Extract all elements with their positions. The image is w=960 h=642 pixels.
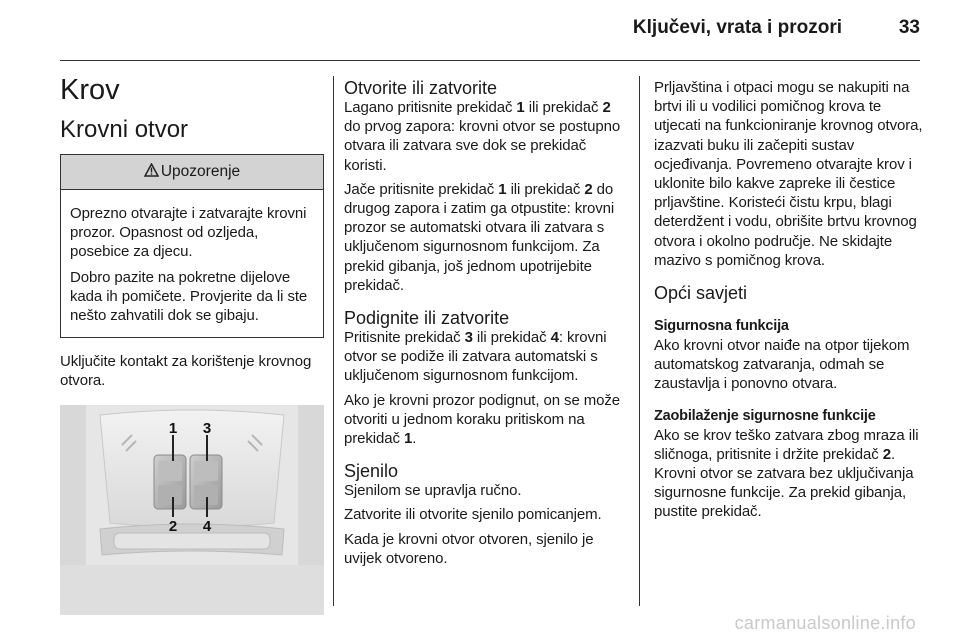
- heading-open-close: Otvorite ili zatvorite: [344, 78, 498, 98]
- override-safety-text: Ako se krov teško zatvara zbog mraza ili sličnoga, pritisnite i držite prekidač 2. Krovni otvor se zatvara bez uključivanja sigurnosne funkcije. Za prekid gibanja, pustite prekidač.: [654, 426, 919, 521]
- open-close-text-2: Jače pritisnite prekidač 1 ili prekidač 2 do drugog zapora i zatim ga otpustite: krovni prozor se automatski otvara ili zatvara s uključenom sigurnosnom funkcijom. Za prekid gibanja, još jednom upotrijebite prekidač.: [344, 180, 615, 294]
- heading-override-safety: Zaobilaženje sigurnosne funkcije: [654, 407, 876, 424]
- column-3: [654, 78, 924, 527]
- watermark: carmanualsonline.info: [734, 613, 916, 633]
- switch-label-1: 1: [168, 419, 178, 437]
- heading-general-tips: Opći savjeti: [654, 283, 748, 304]
- warning-text-1: Oprezno otvarajte i zatvarajte krovni prozor. Opasnost od ozljeda, posebice za djecu.: [70, 205, 307, 261]
- sunroof-switch-illustration: [60, 405, 324, 615]
- tilt-text-2: Ako je krovni prozor podignut, on se može otvoriti u jednom koraku pritiskom na prekidač 1.: [344, 391, 621, 448]
- switch-label-3: 3: [202, 419, 212, 437]
- chapter-title: Krov: [60, 74, 120, 106]
- switch-label-4: 4: [202, 517, 212, 535]
- column-divider-1: [333, 76, 334, 606]
- header-divider: [60, 60, 920, 61]
- shade-text-1: Sjenilom se upravlja ručno.: [344, 482, 522, 500]
- warning-triangle-icon: [144, 163, 159, 182]
- maintenance-text: Prljavština i otpaci mogu se nakupiti na brtvi ili u vodilici pomičnog krova te utjecati na funkcioniranje krovnog otvora, izazvati buku ili začepiti sustav ocjeđivanja. Povremeno otvarajte krov i uklonite bilo kakve zapreke ili čestice prljavštine. Koristeći čistu krpu, blagi deterdžent i vodu, obrišite brtvu krovnog otvora i okolno područje. Ne skidajte mazivo s pomičnog krova.: [654, 79, 923, 269]
- header-title: Ključevi, vrata i prozori: [632, 17, 842, 38]
- page-header: [0, 0, 960, 60]
- heading-safety-function: Sigurnosna funkcija: [654, 318, 789, 335]
- shade-text-2: Zatvorite ili otvorite sjenilo pomicanjem.: [344, 506, 602, 524]
- warning-header: [61, 155, 323, 190]
- shade-text-3: Kada je krovni otvor otvoren, sjenilo je uvijek otvoreno.: [344, 530, 594, 567]
- page-number: 33: [898, 17, 920, 38]
- switch-label-2: 2: [168, 517, 178, 535]
- intro-text: Uključite kontakt za korištenje krovnog otvora.: [60, 353, 312, 390]
- warning-body: [61, 190, 323, 337]
- safety-function-text: Ako krovni otvor naiđe na otpor tijekom automatskog zatvaranja, odmah se zaustavlja i ponovno otvara.: [654, 337, 910, 393]
- warning-box: [60, 154, 324, 338]
- heading-shade: Sjenilo: [344, 461, 399, 482]
- tilt-text-1: Pritisnite prekidač 3 ili prekidač 4: krovni otvor se podiže ili zatvara automatski s uključenom sigurnosnom funkcijom.: [344, 329, 607, 385]
- heading-tilt: Podignite ili zatvorite: [344, 308, 510, 329]
- warning-text-2: Dobro pazite na pokretne dijelove kada ih pomičete. Provjerite da li ste nešto zahvatili dok se gibaju.: [70, 268, 308, 325]
- column-1: [60, 70, 324, 615]
- warning-title: Upozorenje: [160, 163, 241, 180]
- column-divider-2: [639, 76, 640, 606]
- column-2: [344, 78, 624, 573]
- open-close-text-1: Lagano pritisnite prekidač 1 ili prekidač 2 do prvog zapora: krovni otvor se postupno otvara ili zatvara sve dok se prekidač koristi.: [344, 99, 621, 174]
- section-title: Krovni otvor: [60, 116, 189, 143]
